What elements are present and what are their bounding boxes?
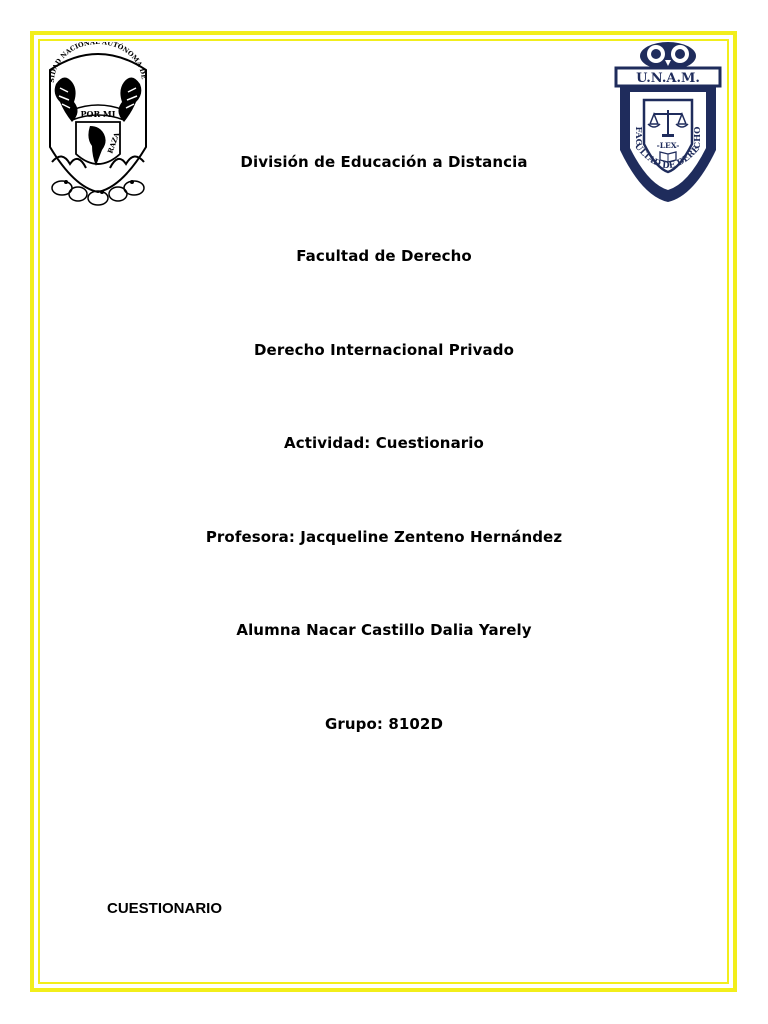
subject-line: Derecho Internacional Privado bbox=[254, 341, 514, 359]
group-line: Grupo: 8102D bbox=[324, 715, 444, 733]
logo-right-title: U.N.A.M. bbox=[636, 71, 700, 86]
unam-escudo-icon bbox=[42, 42, 155, 208]
professor-line: Profesora: Jacqueline Zenteno Hernández bbox=[205, 528, 563, 546]
logo-right-lex: -LEX- bbox=[656, 141, 680, 150]
facultad-derecho-shield-icon bbox=[612, 38, 724, 206]
faculty-line: Facultad de Derecho bbox=[296, 247, 472, 265]
division-line: División de Educación a Distancia bbox=[240, 153, 528, 171]
student-line: Alumna Nacar Castillo Dalia Yarely bbox=[236, 621, 532, 639]
section-heading: CUESTIONARIO bbox=[107, 900, 223, 917]
logo-left-motto-2: RAZA bbox=[105, 131, 122, 155]
activity-line: Actividad: Cuestionario bbox=[284, 434, 484, 452]
logo-left-top-text: SIDAD NACIONAL AUTÓNOMA DE bbox=[47, 42, 148, 83]
logo-left-motto-1: POR MI bbox=[80, 109, 116, 119]
logo-right-ring-text: FACULTAD DE DERECHO bbox=[632, 126, 703, 172]
